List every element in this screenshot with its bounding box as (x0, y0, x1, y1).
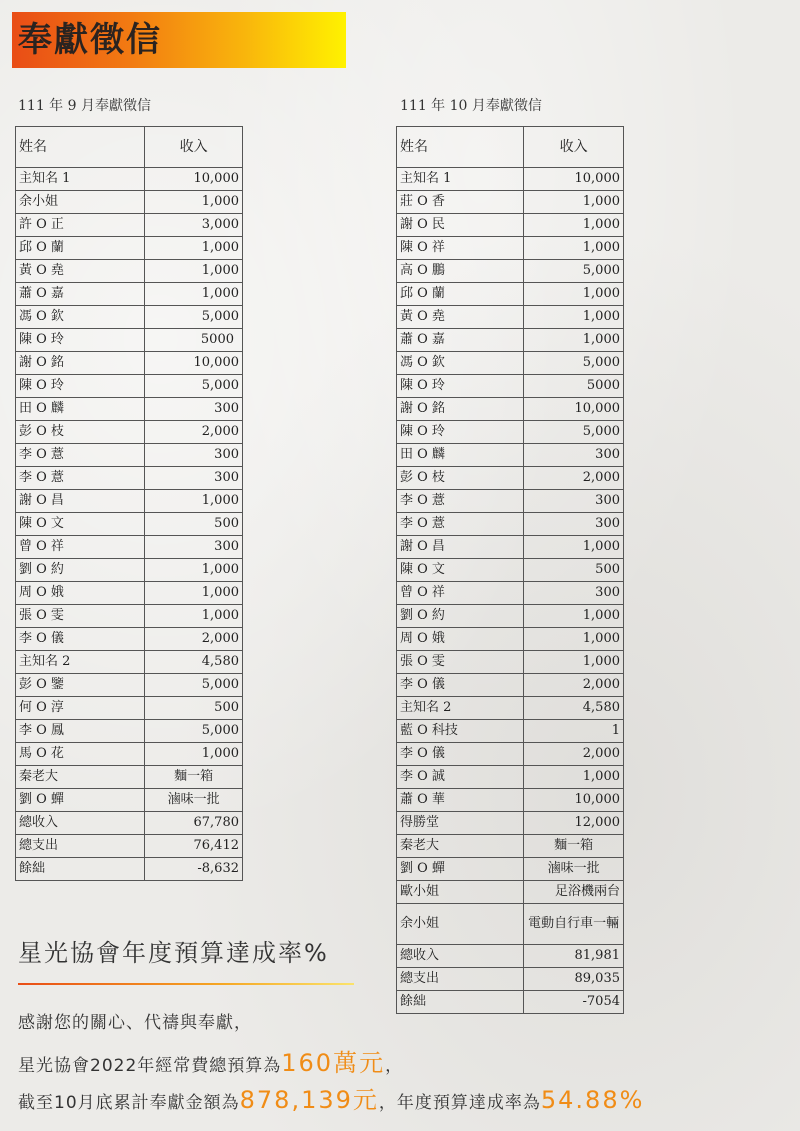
table-row (16, 352, 243, 375)
donor-name: 周 O 娥 (16, 582, 145, 605)
donation-amount: 500 (145, 697, 243, 720)
budget-line-suffix: ， (385, 1056, 404, 1076)
donor-name: 主知名 2 (16, 651, 145, 674)
column-header-name: 姓名 (397, 127, 524, 168)
donation-amount: 81,981 (524, 945, 624, 968)
donation-amount: 300 (145, 398, 243, 421)
donation-amount: 4,580 (524, 697, 624, 720)
donation-amount: 1,000 (145, 191, 243, 214)
table-row (16, 720, 243, 743)
table-row (397, 490, 624, 513)
table-row (16, 283, 243, 306)
table-header-row (397, 127, 624, 168)
donation-amount: 300 (145, 536, 243, 559)
donor-name: 彭 O 鑒 (16, 674, 145, 697)
table-header-row (16, 127, 243, 168)
table-row (16, 743, 243, 766)
donation-amount: 12,000 (524, 812, 624, 835)
donor-name: 藍 O 科技 (397, 720, 524, 743)
achievement-rate: 54.88% (540, 1086, 645, 1114)
donation-amount: 10,000 (524, 789, 624, 812)
donation-amount: 2,000 (524, 467, 624, 490)
table-row (16, 490, 243, 513)
donor-name: 陳 O 文 (397, 559, 524, 582)
oct-table-title: 111 年 10 月奉獻徵信 (400, 98, 542, 114)
table-row (397, 214, 624, 237)
donation-amount: 1,000 (145, 559, 243, 582)
table-row (16, 812, 243, 835)
achievement-prefix: 截至10月底累計奉獻金額為 (18, 1093, 240, 1113)
donor-name: 總支出 (397, 968, 524, 991)
donor-name: 余小姐 (16, 191, 145, 214)
cumulative-amount: 878,139元 (239, 1086, 379, 1114)
donor-name: 主知名 1 (397, 168, 524, 191)
donor-name: 劉 O 蟬 (397, 858, 524, 881)
donor-name: 劉 O 約 (16, 559, 145, 582)
table-row (16, 605, 243, 628)
donation-amount: 1,000 (145, 605, 243, 628)
donor-name: 張 O 雯 (16, 605, 145, 628)
table-row (16, 766, 243, 789)
table-row (397, 191, 624, 214)
donation-amount: -7054 (524, 991, 624, 1014)
table-row (397, 766, 624, 789)
budget-line (18, 1043, 403, 1078)
donor-name: 彭 O 枝 (397, 467, 524, 490)
donation-amount: 1,000 (524, 628, 624, 651)
donor-name: 得勝堂 (397, 812, 524, 835)
table-row (16, 651, 243, 674)
donor-name: 李 O 薏 (397, 513, 524, 536)
donor-name: 李 O 薏 (16, 467, 145, 490)
table-row (397, 536, 624, 559)
table-row (16, 536, 243, 559)
donation-amount: 1,000 (524, 306, 624, 329)
donation-amount: 1,000 (145, 237, 243, 260)
donor-name: 陳 O 玲 (397, 421, 524, 444)
table-row (397, 260, 624, 283)
table-row (16, 674, 243, 697)
table-row (397, 329, 624, 352)
donation-amount: 89,035 (524, 968, 624, 991)
table-row (397, 697, 624, 720)
table-row (16, 513, 243, 536)
donor-name: 歐小姐 (397, 881, 524, 904)
donation-amount: 1,000 (524, 214, 624, 237)
donation-amount: 1,000 (145, 490, 243, 513)
donation-amount: 1 (524, 720, 624, 743)
table-row (397, 352, 624, 375)
table-row (397, 398, 624, 421)
donor-name: 彭 O 枝 (16, 421, 145, 444)
table-row (16, 421, 243, 444)
donor-name: 李 O 誠 (397, 766, 524, 789)
donation-amount: -8,632 (145, 858, 243, 881)
donor-name: 曾 O 祥 (397, 582, 524, 605)
column-header-name: 姓名 (16, 127, 145, 168)
donor-name: 秦老大 (397, 835, 524, 858)
table-row (397, 168, 624, 191)
donation-amount: 5,000 (145, 674, 243, 697)
donor-name: 餘絀 (397, 991, 524, 1014)
donor-name: 余小姐 (397, 904, 524, 945)
column-header-amount: 收入 (524, 127, 624, 168)
table-row (397, 605, 624, 628)
donor-name: 總支出 (16, 835, 145, 858)
donor-name: 田 O 麟 (397, 444, 524, 467)
donation-amount: 5,000 (524, 260, 624, 283)
table-row (16, 858, 243, 881)
donation-amount: 1,000 (524, 329, 624, 352)
donation-amount: 10,000 (524, 398, 624, 421)
donation-amount: 500 (145, 513, 243, 536)
donor-name: 李 O 儀 (397, 743, 524, 766)
table-row (16, 697, 243, 720)
table-row (397, 881, 624, 904)
donation-amount: 滷味一批 (524, 858, 624, 881)
table-row (397, 628, 624, 651)
donor-name: 蕭 O 嘉 (16, 283, 145, 306)
donation-amount: 5,000 (524, 421, 624, 444)
table-row (16, 191, 243, 214)
donor-name: 陳 O 文 (16, 513, 145, 536)
donation-amount: 5,000 (524, 352, 624, 375)
table-row (16, 375, 243, 398)
donor-name: 陳 O 玲 (16, 375, 145, 398)
table-row (397, 283, 624, 306)
donation-amount: 電動自行車一輛 (524, 904, 624, 945)
donation-amount: 5,000 (145, 306, 243, 329)
table-row (397, 306, 624, 329)
table-row (16, 467, 243, 490)
table-row (16, 582, 243, 605)
donation-amount: 500 (524, 559, 624, 582)
table-row (16, 835, 243, 858)
donation-amount: 1,000 (524, 237, 624, 260)
table-row (397, 674, 624, 697)
donor-name: 馮 O 欽 (16, 306, 145, 329)
table-row (397, 237, 624, 260)
donation-amount: 1,000 (524, 283, 624, 306)
donor-name: 餘絀 (16, 858, 145, 881)
donation-amount: 5000 (524, 375, 624, 398)
donation-amount: 5,000 (145, 720, 243, 743)
donor-name: 蕭 O 嘉 (397, 329, 524, 352)
donation-amount: 5000 (145, 329, 243, 352)
table-row (16, 214, 243, 237)
achievement-line (18, 1080, 644, 1115)
table-row (16, 628, 243, 651)
table-row (16, 789, 243, 812)
column-header-amount: 收入 (145, 127, 243, 168)
donor-name: 田 O 麟 (16, 398, 145, 421)
table-row (16, 559, 243, 582)
sept-table-title: 111 年 9 月奉獻徵信 (18, 98, 151, 114)
donor-name: 謝 O 昌 (16, 490, 145, 513)
donor-name: 李 O 儀 (397, 674, 524, 697)
table-row (397, 789, 624, 812)
donor-name: 謝 O 銘 (16, 352, 145, 375)
donor-name: 謝 O 昌 (397, 536, 524, 559)
donor-name: 黃 O 堯 (397, 306, 524, 329)
budget-title: 星光協會年度預算達成率% (18, 939, 329, 967)
table-row (397, 651, 624, 674)
donor-name: 陳 O 玲 (16, 329, 145, 352)
table-row (397, 835, 624, 858)
donation-amount: 76,412 (145, 835, 243, 858)
budget-total: 160萬元 (281, 1049, 386, 1077)
table-row (397, 968, 624, 991)
donor-name: 謝 O 銘 (397, 398, 524, 421)
donation-amount: 1,000 (524, 191, 624, 214)
donation-amount: 滷味一批 (145, 789, 243, 812)
table-row (397, 559, 624, 582)
donation-amount: 300 (524, 513, 624, 536)
donor-name: 總收入 (16, 812, 145, 835)
donor-name: 劉 O 約 (397, 605, 524, 628)
donor-name: 曾 O 祥 (16, 536, 145, 559)
donor-name: 馮 O 欽 (397, 352, 524, 375)
donor-name: 高 O 鵬 (397, 260, 524, 283)
donation-amount: 10,000 (145, 352, 243, 375)
table-row (397, 812, 624, 835)
table-row (16, 237, 243, 260)
donation-amount: 2,000 (524, 674, 624, 697)
donor-name: 馬 O 花 (16, 743, 145, 766)
table-row (397, 582, 624, 605)
oct-ledger-table (396, 126, 624, 1014)
table-row (397, 421, 624, 444)
donation-amount: 足浴機兩台 (524, 881, 624, 904)
table-row (397, 720, 624, 743)
donor-name: 謝 O 民 (397, 214, 524, 237)
donor-name: 秦老大 (16, 766, 145, 789)
donor-name: 何 O 淳 (16, 697, 145, 720)
table-row (397, 991, 624, 1014)
table-row (397, 467, 624, 490)
donation-amount: 10,000 (524, 168, 624, 191)
donation-amount: 300 (524, 582, 624, 605)
table-row (16, 168, 243, 191)
table-row (397, 743, 624, 766)
donation-amount: 1,000 (524, 605, 624, 628)
donor-name: 總收入 (397, 945, 524, 968)
table-row (397, 945, 624, 968)
donation-amount: 3,000 (145, 214, 243, 237)
table-row (397, 858, 624, 881)
donation-amount: 2,000 (524, 743, 624, 766)
table-row (397, 375, 624, 398)
donor-name: 邱 O 蘭 (16, 237, 145, 260)
donation-amount: 5,000 (145, 375, 243, 398)
donation-amount: 2,000 (145, 421, 243, 444)
sept-ledger-table (15, 126, 243, 881)
donation-amount: 1,000 (145, 582, 243, 605)
donation-amount: 1,000 (145, 743, 243, 766)
donor-name: 邱 O 蘭 (397, 283, 524, 306)
donor-name: 許 O 正 (16, 214, 145, 237)
achievement-mid: ，年度預算達成率為 (378, 1093, 541, 1113)
donor-name: 主知名 2 (397, 697, 524, 720)
table-row (397, 513, 624, 536)
donation-amount: 300 (524, 444, 624, 467)
table-row (16, 329, 243, 352)
donor-name: 劉 O 蟬 (16, 789, 145, 812)
donor-name: 李 O 儀 (16, 628, 145, 651)
thanks-text: 感謝您的關心、代禱與奉獻， (18, 1013, 252, 1033)
page-title: 奉獻徵信 (18, 20, 162, 60)
donation-amount: 1,000 (145, 260, 243, 283)
donation-amount: 2,000 (145, 628, 243, 651)
donation-amount: 67,780 (145, 812, 243, 835)
title-underline (18, 983, 354, 985)
donor-name: 主知名 1 (16, 168, 145, 191)
donor-name: 黃 O 堯 (16, 260, 145, 283)
donation-amount: 300 (145, 467, 243, 490)
donor-name: 張 O 雯 (397, 651, 524, 674)
donor-name: 李 O 薏 (397, 490, 524, 513)
donation-amount: 4,580 (145, 651, 243, 674)
budget-line-prefix: 星光協會2022年經常費總預算為 (18, 1056, 282, 1076)
donor-name: 李 O 薏 (16, 444, 145, 467)
donor-name: 蕭 O 華 (397, 789, 524, 812)
donor-name: 陳 O 玲 (397, 375, 524, 398)
table-row (16, 444, 243, 467)
donation-amount: 1,000 (524, 766, 624, 789)
donation-amount: 1,000 (524, 536, 624, 559)
donation-amount: 麵一箱 (524, 835, 624, 858)
donor-name: 李 O 鳳 (16, 720, 145, 743)
table-row (16, 398, 243, 421)
donation-amount: 1,000 (524, 651, 624, 674)
donor-name: 周 O 娥 (397, 628, 524, 651)
donation-amount: 300 (145, 444, 243, 467)
donation-amount: 麵一箱 (145, 766, 243, 789)
table-row (16, 260, 243, 283)
donor-name: 莊 O 香 (397, 191, 524, 214)
donor-name: 陳 O 祥 (397, 237, 524, 260)
table-row (397, 904, 624, 945)
donation-amount: 300 (524, 490, 624, 513)
table-row (16, 306, 243, 329)
donation-amount: 1,000 (145, 283, 243, 306)
donation-amount: 10,000 (145, 168, 243, 191)
table-row (397, 444, 624, 467)
